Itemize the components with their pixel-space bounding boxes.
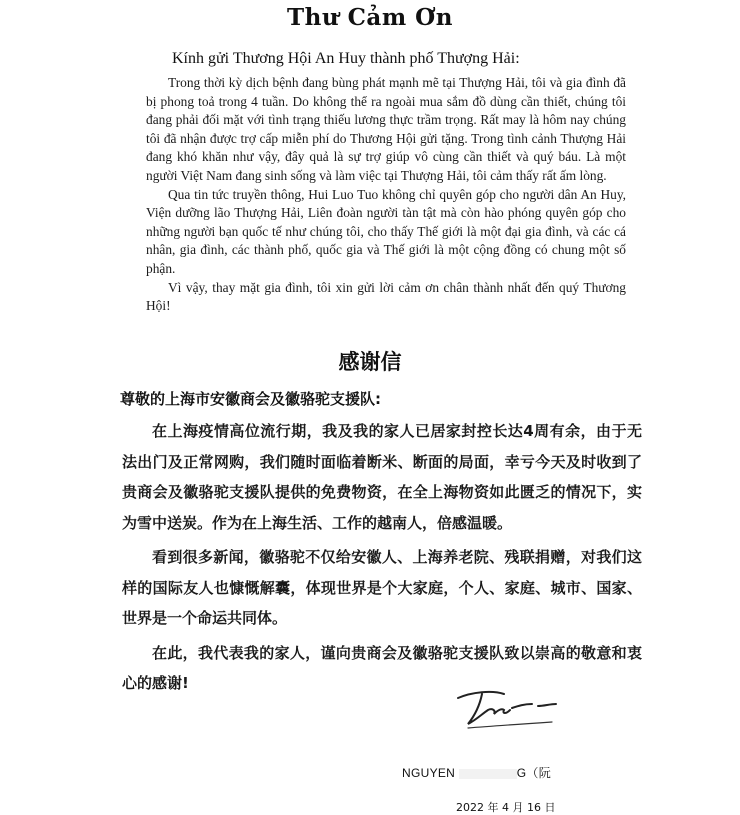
signature-name-end: G（阮 (516, 766, 552, 780)
handwritten-signature (452, 680, 562, 740)
chinese-paragraph: 看到很多新闻，徽骆驼不仅给安徽人、上海养老院、残联捐赠，对我们这样的国际友人也慷慨解囊，体现世界是个大家庭，个人、家庭、城市、国家、世界是一个命运共同体。 (122, 548, 642, 627)
chinese-letter-title: 感谢信 (338, 350, 402, 374)
vietnamese-paragraph: Vì vậy, thay mặt gia đình, tôi xin gửi lời cảm ơn chân thành nhất đến quý Thương Hội! (146, 279, 626, 314)
chinese-paragraph: 在此，我代表我的家人，谨向贵商会及徽骆驼支援队致以崇高的敬意和衷心的感谢! (122, 643, 642, 692)
name-redaction (459, 769, 517, 779)
vietnamese-letter-title: Thư Cảm Ơn (287, 4, 453, 31)
letter-date: 2022 年 4 月 16 日 (456, 801, 556, 814)
vietnamese-letter-body (146, 74, 626, 316)
vietnamese-paragraph: Qua tin tức truyền thông, Hui Luo Tuo không chỉ quyên góp cho người dân An Huy, Viện dưỡng lão Thượng Hải, Liên đoàn người tàn tật mà còn hào phóng quyên góp cho những người bạn quốc tế như chúng tôi, cho thấy Thế giới là một đại gia đình, và các cá nhân, gia đình, các thành phố, quốc gia và Thế giới là một cộng đồng có chung một số phận. (146, 186, 626, 276)
vietnamese-greeting: Kính gửi Thương Hội An Huy thành phố Thượng Hải: (172, 50, 520, 67)
signature-name (402, 764, 551, 781)
signature-name-start: NGUYEN (402, 766, 456, 780)
chinese-letter-body (122, 416, 642, 703)
chinese-greeting: 尊敬的上海市安徽商会及徽骆驼支援队: (120, 390, 382, 408)
chinese-paragraph: 在上海疫情高位流行期，我及我的家人已居家封控长达4周有余，由于无法出门及正常网购，我们随时面临着断米、断面的局面，幸亏今天及时收到了贵商会及徽骆驼支援队提供的免费物资，在全上海物资如此匮乏的情况下，实为雪中送炭。作为在上海生活、工作的越南人，倍感温暖。 (122, 422, 642, 532)
vietnamese-paragraph: Trong thời kỳ dịch bệnh đang bùng phát mạnh mẽ tại Thượng Hải, tôi và gia đình đã bị phong toả trong 4 tuần. Do không thể ra ngoài mua sắm đồ dùng cần thiết, chúng tôi đang phải đối mặt với tình trạng thiếu lương thực trầm trọng. Rất may là hôm nay chúng tôi đã nhận được trợ cấp miễn phí do Thương Hội gửi tặng. Trong tình cảnh Thượng Hải đang khó khăn như vậy, đây quả là sự trợ giúp vô cùng cần thiết và quý báu. Là một người Việt Nam đang sinh sống và làm việc tại Thượng Hải, tôi cảm thấy rất ấm lòng. (146, 75, 626, 183)
